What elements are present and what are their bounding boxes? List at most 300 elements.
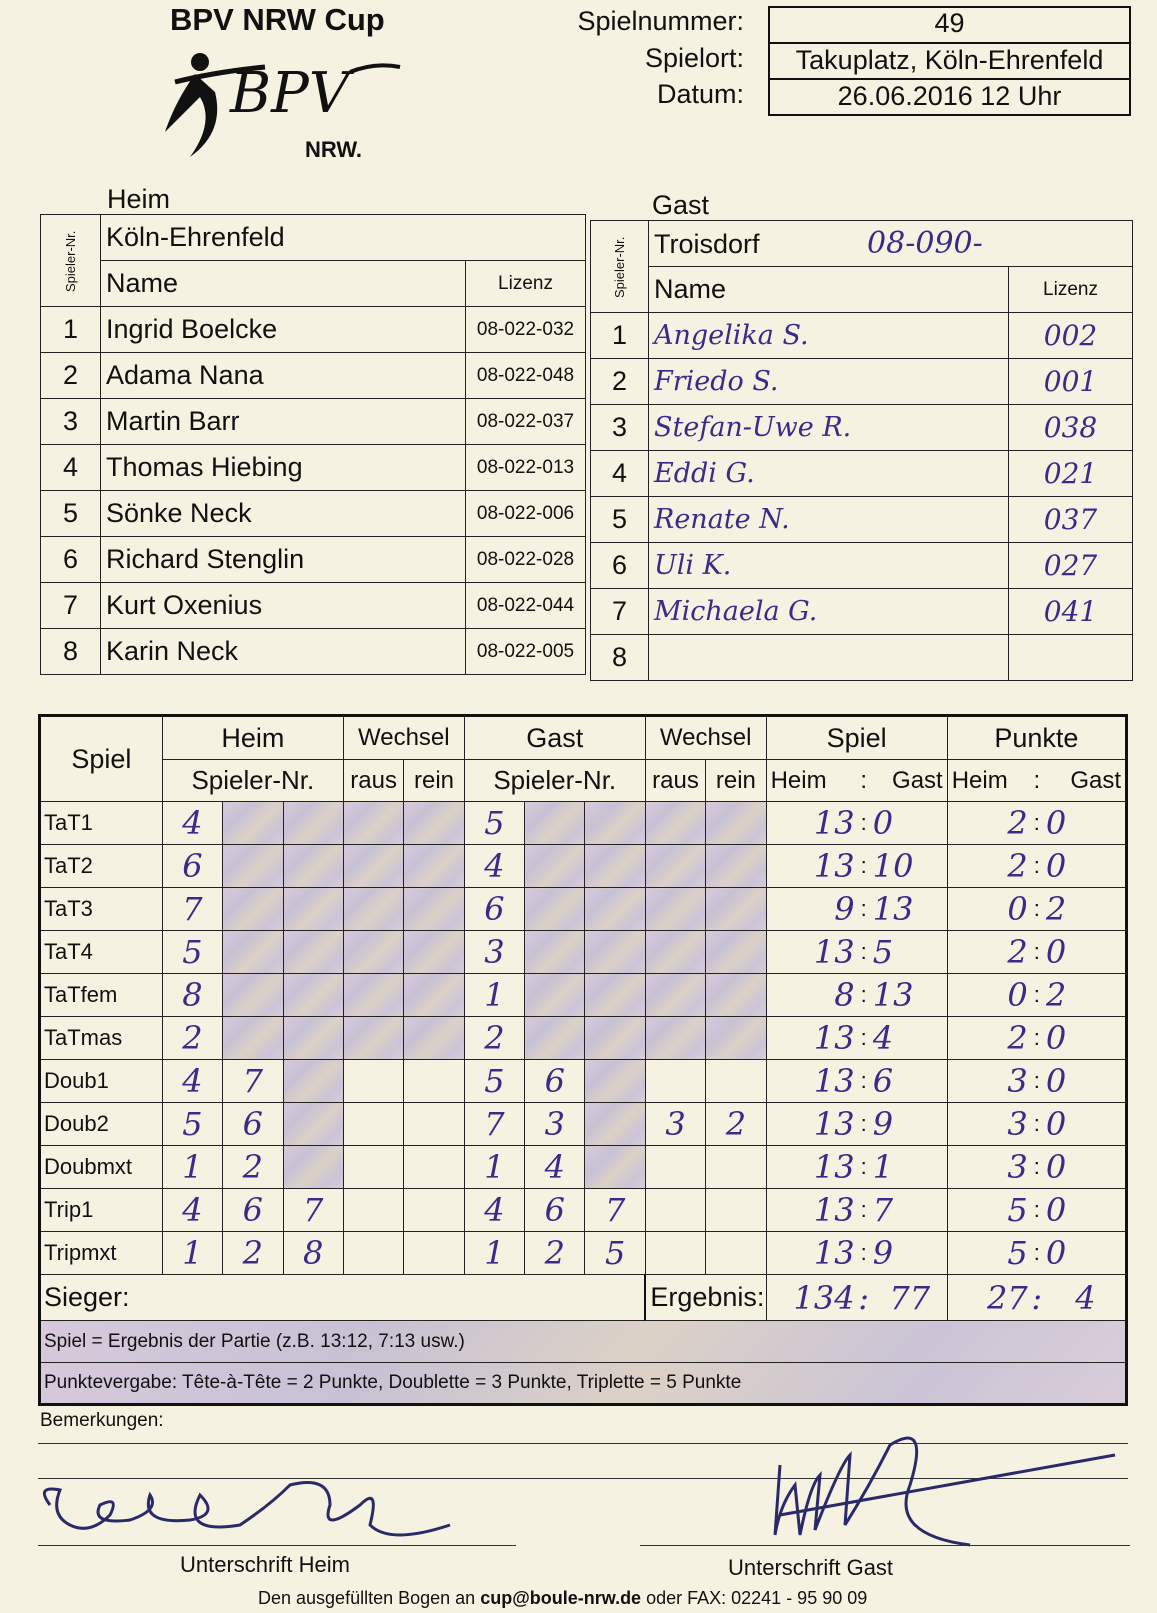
rein-header: rein: [404, 760, 464, 802]
heim-player-nr-cell[interactable]: 2: [223, 1232, 283, 1275]
table-row: [40, 845, 1127, 888]
spiel-heim-score[interactable]: 13: [766, 1017, 855, 1060]
game-label: TaT4: [40, 931, 163, 974]
heim-player-nr-cell[interactable]: [223, 845, 283, 888]
game-label: Tripmxt: [40, 1232, 163, 1275]
spiel-heim-sub: Heim: [766, 760, 855, 802]
punkte-heim[interactable]: 3: [947, 1146, 1028, 1189]
spiel-gast-score[interactable]: 0: [873, 802, 947, 845]
heim-player-nr-cell[interactable]: 7: [162, 888, 222, 931]
gast-player-nr-cell[interactable]: 3: [464, 931, 524, 974]
footer-text: Den ausgefüllten Bogen an cup@boule-nrw.de oder FAX: 02241 - 95 90 09: [258, 1588, 868, 1608]
gast-rein-cell[interactable]: [706, 1060, 766, 1103]
spiel-gast-score[interactable]: 6: [873, 1060, 947, 1103]
heim-player-nr-cell[interactable]: 6: [162, 845, 222, 888]
gast-raus-cell[interactable]: [645, 802, 705, 845]
spielnummer-label: Spielnummer:: [577, 6, 744, 36]
spiel-heim-score[interactable]: 13: [766, 1103, 855, 1146]
gast-rein-cell[interactable]: [706, 974, 766, 1017]
heim-raus-cell[interactable]: [343, 845, 403, 888]
svg-text:NRW.: NRW.: [305, 137, 363, 162]
table-row: 7 Michaela G. 041: [591, 589, 1133, 635]
punkte-gast[interactable]: 0: [1046, 845, 1127, 888]
punkte-gast[interactable]: 0: [1046, 1060, 1127, 1103]
gast-player-nr-cell[interactable]: [525, 888, 585, 931]
gast-player-nr-cell[interactable]: [525, 974, 585, 1017]
heim-player-nr-cell[interactable]: 6: [223, 1103, 283, 1146]
gast-player-nr-cell[interactable]: 5: [464, 1060, 524, 1103]
heim-rein-cell[interactable]: [404, 1189, 464, 1232]
punkte-heim[interactable]: 2: [947, 1017, 1028, 1060]
spielort-field[interactable]: Takuplatz, Köln-Ehrenfeld: [795, 45, 1104, 75]
col-punkte-header: Punkte: [947, 716, 1126, 760]
player-name[interactable]: Michaela G.: [649, 589, 1009, 635]
punkte-heim[interactable]: 5: [947, 1189, 1028, 1232]
col-wechsel-heim-header: Wechsel: [343, 716, 464, 760]
player-name[interactable]: Eddi G.: [649, 451, 1009, 497]
heim-player-nr-cell[interactable]: [223, 1017, 283, 1060]
player-lizenz[interactable]: 08-022-006: [466, 491, 586, 537]
heim-player-nr-cell[interactable]: [283, 1060, 343, 1103]
colon: :: [855, 1103, 873, 1146]
colon: :: [1028, 802, 1046, 845]
gast-player-nr-cell[interactable]: 1: [464, 1232, 524, 1275]
colon: :: [855, 1146, 873, 1189]
heim-player-nr-cell[interactable]: 2: [162, 1017, 222, 1060]
punkte-gast[interactable]: 0: [1046, 1103, 1127, 1146]
table-row: 3 Stefan-Uwe R. 038: [591, 405, 1133, 451]
gast-rein-cell[interactable]: 2: [706, 1103, 766, 1146]
punkte-gast[interactable]: 0: [1046, 931, 1127, 974]
punkte-heim[interactable]: 2: [947, 802, 1028, 845]
spiel-heim-score[interactable]: 8: [766, 974, 855, 1017]
gast-player-nr-cell[interactable]: 5: [464, 802, 524, 845]
player-lizenz[interactable]: 08-022-013: [466, 445, 586, 491]
spiel-heim-score[interactable]: 13: [766, 931, 855, 974]
table-row: [40, 1189, 1127, 1232]
player-lizenz[interactable]: 08-022-044: [466, 583, 586, 629]
spiel-gast-score[interactable]: 5: [873, 931, 947, 974]
signature-gast[interactable]: [720, 1425, 1120, 1555]
table-row: [40, 888, 1127, 931]
heim-rein-cell[interactable]: [404, 1103, 464, 1146]
colon: :: [855, 974, 873, 1017]
gast-team-name[interactable]: Troisdorf 08-090-: [649, 221, 1133, 267]
table-row: 6 Richard Stenglin 08-022-028: [41, 537, 586, 583]
punkte-heim[interactable]: 0: [947, 974, 1028, 1017]
table-row: 7 Kurt Oxenius 08-022-044: [41, 583, 586, 629]
gast-player-nr-cell[interactable]: 4: [464, 845, 524, 888]
spieler-nr-header: Spieler-Nr.: [591, 221, 649, 313]
heim-player-nr-cell[interactable]: [283, 1103, 343, 1146]
heim-player-nr-cell[interactable]: 4: [162, 1189, 222, 1232]
spiel-gast-score[interactable]: 13: [873, 888, 947, 931]
gast-player-nr-cell[interactable]: [525, 802, 585, 845]
gast-label: Gast: [652, 190, 710, 220]
colon: :: [855, 760, 873, 802]
footer-email-link[interactable]: cup@boule-nrw.de: [480, 1588, 642, 1608]
spielnummer-field[interactable]: 49: [934, 8, 965, 38]
bpv-logo: [155, 42, 405, 167]
gast-raus-cell[interactable]: [645, 845, 705, 888]
gast-raus-cell[interactable]: [645, 1146, 705, 1189]
gast-player-nr-cell[interactable]: 6: [525, 1060, 585, 1103]
heim-raus-cell[interactable]: [343, 1103, 403, 1146]
gast-player-nr-cell[interactable]: 7: [464, 1103, 524, 1146]
player-name[interactable]: Adama Nana: [101, 353, 466, 399]
heim-raus-cell[interactable]: [343, 1232, 403, 1275]
gast-player-nr-cell[interactable]: [585, 1146, 645, 1189]
colon: :: [1028, 1232, 1046, 1275]
heim-raus-cell[interactable]: [343, 931, 403, 974]
punkte-heim[interactable]: 2: [947, 845, 1028, 888]
svg-text:BPV: BPV: [230, 61, 350, 126]
punkte-gast[interactable]: 0: [1046, 802, 1127, 845]
spiel-gast-score[interactable]: 13: [873, 974, 947, 1017]
colon: :: [855, 1275, 873, 1321]
colon: :: [855, 931, 873, 974]
raus-header: raus: [343, 760, 403, 802]
table-row: [40, 931, 1127, 974]
game-label: TaTmas: [40, 1017, 163, 1060]
game-label: Doub1: [40, 1060, 163, 1103]
heim-player-nr-cell[interactable]: [223, 931, 283, 974]
heim-raus-cell[interactable]: [343, 1017, 403, 1060]
gast-player-nr-cell[interactable]: [525, 845, 585, 888]
heim-player-nr-cell[interactable]: [283, 1017, 343, 1060]
player-name[interactable]: Martin Barr: [101, 399, 466, 445]
gast-player-nr-cell[interactable]: [585, 1103, 645, 1146]
gast-player-nr-cell[interactable]: 4: [525, 1146, 585, 1189]
heim-rein-cell[interactable]: [404, 802, 464, 845]
player-lizenz[interactable]: 021: [1009, 451, 1133, 497]
game-label: Doub2: [40, 1103, 163, 1146]
table-row: [40, 802, 1127, 845]
gast-raus-cell[interactable]: [645, 1060, 705, 1103]
spiel-gast-score[interactable]: 9: [873, 1103, 947, 1146]
gast-raus-cell[interactable]: [645, 888, 705, 931]
heim-player-nr-cell[interactable]: [283, 1146, 343, 1189]
spieler-nr-heim-header: Spieler-Nr.: [162, 760, 343, 802]
spiel-gast-sub: Gast: [873, 760, 947, 802]
heim-player-nr-cell[interactable]: 1: [162, 1232, 222, 1275]
player-name[interactable]: Sönke Neck: [101, 491, 466, 537]
gast-player-nr-cell[interactable]: 2: [525, 1232, 585, 1275]
heim-player-nr-cell[interactable]: [223, 888, 283, 931]
table-row: 5 Renate N. 037: [591, 497, 1133, 543]
game-label: TaT3: [40, 888, 163, 931]
player-name[interactable]: Kurt Oxenius: [101, 583, 466, 629]
colon: :: [855, 1060, 873, 1103]
table-row: 4 Thomas Hiebing 08-022-013: [41, 445, 586, 491]
colon: :: [1028, 1146, 1046, 1189]
spielort-label: Spielort:: [644, 43, 744, 73]
score-table: [38, 714, 1128, 1406]
player-name[interactable]: [649, 635, 1009, 681]
heim-player-nr-cell[interactable]: [283, 974, 343, 1017]
table-row: [40, 1017, 1127, 1060]
player-name[interactable]: Richard Stenglin: [101, 537, 466, 583]
spiel-heim-score[interactable]: 13: [766, 802, 855, 845]
player-lizenz[interactable]: 027: [1009, 543, 1133, 589]
punkte-heim[interactable]: 3: [947, 1060, 1028, 1103]
player-lizenz[interactable]: [1009, 635, 1133, 681]
punkte-heim[interactable]: 3: [947, 1103, 1028, 1146]
datum-field[interactable]: 26.06.2016 12 Uhr: [837, 81, 1062, 111]
heim-player-nr-cell[interactable]: 2: [223, 1146, 283, 1189]
gast-player-nr-cell[interactable]: [525, 931, 585, 974]
heim-raus-cell[interactable]: [343, 974, 403, 1017]
colon: :: [1028, 974, 1046, 1017]
col-gast-header: Gast: [464, 716, 645, 760]
heim-player-nr-cell[interactable]: [283, 931, 343, 974]
gast-player-nr-cell[interactable]: 6: [525, 1189, 585, 1232]
lizenz-header: Lizenz: [466, 261, 586, 307]
col-heim-header: Heim: [162, 716, 343, 760]
table-row: 2 Adama Nana 08-022-048: [41, 353, 586, 399]
gast-raus-cell[interactable]: [645, 931, 705, 974]
heim-rein-cell[interactable]: [404, 1060, 464, 1103]
table-row: 4 Eddi G. 021: [591, 451, 1133, 497]
gast-player-nr-cell[interactable]: [585, 931, 645, 974]
heim-raus-cell[interactable]: [343, 1146, 403, 1189]
colon: :: [855, 1017, 873, 1060]
punkte-heim[interactable]: 0: [947, 888, 1028, 931]
punkte-gast-sub: Gast: [1046, 760, 1127, 802]
colon: :: [1028, 1275, 1046, 1321]
spiel-heim-score[interactable]: 13: [766, 1232, 855, 1275]
gast-player-nr-cell[interactable]: [585, 974, 645, 1017]
game-label: TaT1: [40, 802, 163, 845]
colon: :: [1028, 1017, 1046, 1060]
player-lizenz[interactable]: 08-022-048: [466, 353, 586, 399]
player-lizenz[interactable]: 037: [1009, 497, 1133, 543]
spiel-heim-score[interactable]: 13: [766, 1189, 855, 1232]
player-name[interactable]: Angelika S.: [649, 313, 1009, 359]
heim-rein-cell[interactable]: [404, 1017, 464, 1060]
punkte-gast[interactable]: 0: [1046, 1146, 1127, 1189]
gast-rein-cell[interactable]: [706, 845, 766, 888]
cup-title: BPV NRW Cup: [170, 2, 385, 37]
table-row: [40, 1060, 1127, 1103]
name-header: Name: [101, 261, 466, 307]
punkte-gast[interactable]: 2: [1046, 888, 1127, 931]
gast-player-nr-cell[interactable]: [525, 1017, 585, 1060]
heim-player-nr-cell[interactable]: [283, 802, 343, 845]
player-name[interactable]: Thomas Hiebing: [101, 445, 466, 491]
table-row: [40, 974, 1127, 1017]
gast-rein-cell[interactable]: [706, 1232, 766, 1275]
table-row: 2 Friedo S. 001: [591, 359, 1133, 405]
heim-player-nr-cell[interactable]: 5: [162, 1103, 222, 1146]
gast-player-nr-cell[interactable]: 7: [585, 1189, 645, 1232]
gast-player-nr-cell[interactable]: [585, 1017, 645, 1060]
heim-player-nr-cell[interactable]: 8: [283, 1232, 343, 1275]
colon: :: [1028, 888, 1046, 931]
table-row: [40, 1103, 1127, 1146]
colon: :: [1028, 931, 1046, 974]
spiel-gast-score[interactable]: 9: [873, 1232, 947, 1275]
total-spiel-gast[interactable]: 77: [873, 1275, 947, 1321]
heim-player-nr-cell[interactable]: 4: [162, 1060, 222, 1103]
gast-raus-cell[interactable]: [645, 1017, 705, 1060]
total-spiel-heim[interactable]: 134: [766, 1275, 855, 1321]
table-row: 6 Uli K. 027: [591, 543, 1133, 589]
datum-label: Datum:: [656, 79, 744, 109]
game-label: TaTfem: [40, 974, 163, 1017]
heim-raus-cell[interactable]: [343, 802, 403, 845]
gast-player-nr-cell[interactable]: [585, 802, 645, 845]
heim-rein-cell[interactable]: [404, 1232, 464, 1275]
punkte-heim-sub: Heim: [947, 760, 1028, 802]
heim-player-nr-cell[interactable]: [223, 974, 283, 1017]
table-row: 5 Sönke Neck 08-022-006: [41, 491, 586, 537]
gast-raus-cell[interactable]: [645, 974, 705, 1017]
gast-player-nr-cell[interactable]: 2: [464, 1017, 524, 1060]
col-wechsel-gast-header: Wechsel: [645, 716, 766, 760]
gast-rein-cell[interactable]: [706, 1146, 766, 1189]
heim-label: Heim: [107, 184, 171, 214]
total-punkte-heim[interactable]: 27: [947, 1275, 1028, 1321]
gast-rein-cell[interactable]: [706, 1017, 766, 1060]
player-name[interactable]: Friedo S.: [649, 359, 1009, 405]
gast-rein-cell[interactable]: [706, 931, 766, 974]
spiel-gast-score[interactable]: 4: [873, 1017, 947, 1060]
player-lizenz[interactable]: 08-022-005: [466, 629, 586, 675]
game-label: TaT2: [40, 845, 163, 888]
player-name[interactable]: Ingrid Boelcke: [101, 307, 466, 353]
player-name[interactable]: Uli K.: [649, 543, 1009, 589]
table-row: 3 Martin Barr 08-022-037: [41, 399, 586, 445]
heim-player-nr-cell[interactable]: 1: [162, 1146, 222, 1189]
gast-player-nr-cell[interactable]: 1: [464, 1146, 524, 1189]
spiel-heim-score[interactable]: 13: [766, 1060, 855, 1103]
game-label: Doubmxt: [40, 1146, 163, 1189]
colon: :: [1028, 760, 1046, 802]
player-name[interactable]: Renate N.: [649, 497, 1009, 543]
heim-rein-cell[interactable]: [404, 974, 464, 1017]
raus-header: raus: [645, 760, 705, 802]
rule-punktevergabe: Punktevergabe: Tête-à-Tête = 2 Punkte, Doublette = 3 Punkte, Triplette = 5 Punkte: [40, 1363, 1127, 1405]
heim-player-nr-cell[interactable]: 6: [223, 1189, 283, 1232]
gast-raus-cell[interactable]: 3: [645, 1103, 705, 1146]
table-row: 1 Ingrid Boelcke 08-022-032: [41, 307, 586, 353]
colon: :: [855, 1232, 873, 1275]
spiel-heim-score[interactable]: 13: [766, 845, 855, 888]
colon: :: [855, 802, 873, 845]
player-lizenz[interactable]: 041: [1009, 589, 1133, 635]
heim-rein-cell[interactable]: [404, 888, 464, 931]
colon: :: [855, 1189, 873, 1232]
lizenz-header: Lizenz: [1009, 267, 1133, 313]
gast-player-nr-cell[interactable]: [585, 888, 645, 931]
punkte-gast[interactable]: 2: [1046, 974, 1127, 1017]
unterschrift-heim-label: Unterschrift Heim: [180, 1552, 350, 1577]
heim-player-nr-cell[interactable]: 4: [162, 802, 222, 845]
spiel-heim-score[interactable]: 9: [766, 888, 855, 931]
ergebnis-label: Ergebnis:: [645, 1275, 766, 1321]
spiel-gast-score[interactable]: 7: [873, 1189, 947, 1232]
punkte-gast[interactable]: 0: [1046, 1189, 1127, 1232]
heim-player-nr-cell[interactable]: 8: [162, 974, 222, 1017]
player-lizenz[interactable]: 08-022-037: [466, 399, 586, 445]
gast-raus-cell[interactable]: [645, 1232, 705, 1275]
table-row: [40, 1232, 1127, 1275]
heim-rein-cell[interactable]: [404, 931, 464, 974]
punkte-gast[interactable]: 0: [1046, 1017, 1127, 1060]
gast-raus-cell[interactable]: [645, 1189, 705, 1232]
rein-header: rein: [706, 760, 766, 802]
colon: :: [1028, 1060, 1046, 1103]
heim-player-nr-cell[interactable]: [283, 845, 343, 888]
spiel-heim-score[interactable]: 13: [766, 1146, 855, 1189]
punkte-heim[interactable]: 2: [947, 931, 1028, 974]
gast-rein-cell[interactable]: [706, 888, 766, 931]
gast-player-nr-cell[interactable]: 4: [464, 1189, 524, 1232]
heim-player-nr-cell[interactable]: [223, 802, 283, 845]
col-spiel-score-header: Spiel: [766, 716, 947, 760]
player-name[interactable]: Karin Neck: [101, 629, 466, 675]
heim-player-nr-cell[interactable]: 7: [283, 1189, 343, 1232]
gast-player-nr-cell[interactable]: 3: [525, 1103, 585, 1146]
player-name[interactable]: Stefan-Uwe R.: [649, 405, 1009, 451]
heim-team-name[interactable]: Köln-Ehrenfeld: [101, 215, 586, 261]
spieler-nr-gast-header: Spieler-Nr.: [464, 760, 645, 802]
spiel-gast-score[interactable]: 10: [873, 845, 947, 888]
heim-raus-cell[interactable]: [343, 888, 403, 931]
table-row: [40, 1146, 1127, 1189]
heim-player-nr-cell[interactable]: [283, 888, 343, 931]
gast-rein-cell[interactable]: [706, 802, 766, 845]
table-row: 1 Angelika S. 002: [591, 313, 1133, 359]
colon: :: [1028, 1103, 1046, 1146]
gast-player-nr-cell[interactable]: 5: [585, 1232, 645, 1275]
heim-player-nr-cell[interactable]: 5: [162, 931, 222, 974]
colon: :: [1028, 1189, 1046, 1232]
signature-heim[interactable]: [30, 1465, 500, 1555]
heim-rein-cell[interactable]: [404, 1146, 464, 1189]
gast-player-nr-cell[interactable]: 1: [464, 974, 524, 1017]
gast-team-code[interactable]: 08-090-: [867, 226, 983, 261]
gast-player-nr-cell[interactable]: 6: [464, 888, 524, 931]
table-row: 8: [591, 635, 1133, 681]
spiel-gast-score[interactable]: 1: [873, 1146, 947, 1189]
player-lizenz[interactable]: 08-022-028: [466, 537, 586, 583]
heim-player-nr-cell[interactable]: 7: [223, 1060, 283, 1103]
player-lizenz[interactable]: 002: [1009, 313, 1133, 359]
player-lizenz[interactable]: 038: [1009, 405, 1133, 451]
punkte-gast[interactable]: 0: [1046, 1232, 1127, 1275]
heim-rein-cell[interactable]: [404, 845, 464, 888]
gast-rein-cell[interactable]: [706, 1189, 766, 1232]
gast-player-nr-cell[interactable]: [585, 845, 645, 888]
heim-raus-cell[interactable]: [343, 1060, 403, 1103]
player-lizenz[interactable]: 08-022-032: [466, 307, 586, 353]
rule-spiel: Spiel = Ergebnis der Partie (z.B. 13:12, 7:13 usw.): [40, 1321, 1127, 1363]
player-lizenz[interactable]: 001: [1009, 359, 1133, 405]
heim-raus-cell[interactable]: [343, 1189, 403, 1232]
unterschrift-gast-label: Unterschrift Gast: [728, 1555, 894, 1580]
game-label: Trip1: [40, 1189, 163, 1232]
colon: :: [855, 845, 873, 888]
colon: :: [1028, 845, 1046, 888]
gast-player-nr-cell[interactable]: [585, 1060, 645, 1103]
total-punkte-gast[interactable]: 4: [1046, 1275, 1127, 1321]
name-header: Name: [649, 267, 1009, 313]
spieler-nr-header: Spieler-Nr.: [41, 215, 101, 307]
sieger-field[interactable]: Sieger:: [40, 1275, 646, 1321]
punkte-heim[interactable]: 5: [947, 1232, 1028, 1275]
